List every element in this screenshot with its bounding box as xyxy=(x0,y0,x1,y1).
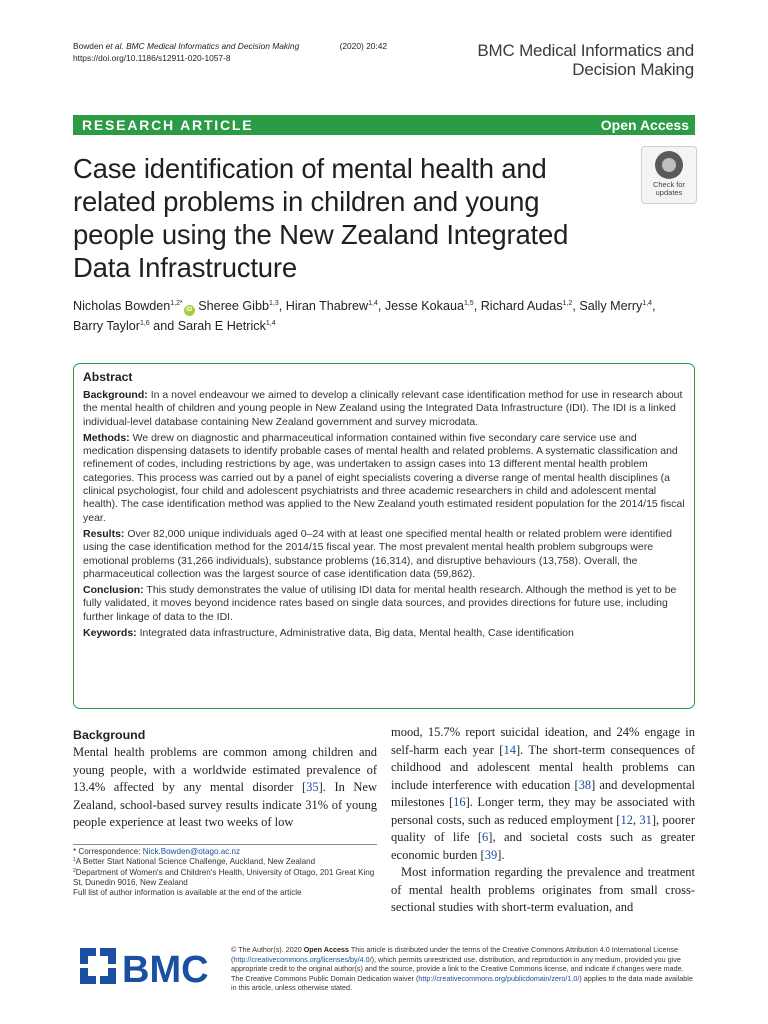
affiliation-text: A Better Start National Science Challenge, Auckland, New Zealand xyxy=(75,857,316,867)
author-name[interactable]: Jesse Kokaua xyxy=(384,299,464,313)
body-text-fragment: ], poorer quality of life [ xyxy=(391,812,695,844)
reference-link[interactable]: 35 xyxy=(306,780,319,794)
abstract-box xyxy=(73,363,695,709)
reference-link[interactable]: 12 xyxy=(620,812,633,827)
abstract-keywords-label: Keywords: xyxy=(83,627,137,640)
article-type: RESEARCH ARTICLE xyxy=(82,117,254,133)
affiliation-1 xyxy=(73,857,377,867)
bmc-logo-mark-icon xyxy=(80,948,116,984)
reference-link[interactable]: 16 xyxy=(453,795,466,809)
body-column-right xyxy=(391,724,695,917)
cc-zero-license-link[interactable]: http://creativecommons.org/publicdomain/zero/1.0/ xyxy=(418,973,580,983)
body-paragraph-2 xyxy=(391,864,695,917)
body-text-fragment: Most information regarding the prevalence and treatment of mental health problems originates from small cross-sectional studies with short-term evaluation, and xyxy=(391,865,695,914)
author-affiliation: 1,6 xyxy=(139,320,150,327)
body-column-left xyxy=(73,727,377,832)
reference-link[interactable]: 38 xyxy=(578,777,592,792)
reference-link[interactable]: 31 xyxy=(639,812,652,827)
citation-header xyxy=(73,40,387,64)
article-type-banner xyxy=(73,115,695,135)
author-name[interactable]: Sheree Gibb xyxy=(198,299,269,313)
body-text-fragment: ]. xyxy=(497,847,505,862)
abstract-background-text: In a novel endeavour we aimed to develop a clinically relevant case identification method for use in research about the mental health of children and young people in New Zealand using the Integrated Data Infrastructure (IDI). The IDI is a linked individual-level database containing New Zealand government and survey microdata. xyxy=(83,389,683,428)
reference-link[interactable]: 14 xyxy=(503,742,516,757)
author-affiliation: 1,3 xyxy=(269,300,279,307)
orcid-icon[interactable]: iD xyxy=(184,305,195,316)
footnotes xyxy=(73,844,377,898)
author-affiliation: 1,5 xyxy=(463,300,474,307)
author-name[interactable]: Nicholas Bowden xyxy=(73,299,171,313)
crossmark-icon xyxy=(655,151,683,179)
author-affiliation: 1,2 xyxy=(562,300,573,307)
open-access-label: Open Access xyxy=(600,117,689,133)
journal-name-line-1: BMC Medical Informatics and xyxy=(477,41,694,60)
correspondence-label: * Correspondence: xyxy=(73,847,143,856)
abstract-keywords-text: Integrated data infrastructure, Administrative data, Big data, Mental health, Case identification xyxy=(139,627,574,640)
abstract-background-label: Background: xyxy=(83,389,148,401)
cc-by-license-link[interactable]: http://creativecommons.org/licenses/by/4.0/ xyxy=(233,954,372,964)
body-text-fragment: , xyxy=(632,812,640,827)
check-updates-line-1: Check for xyxy=(652,180,686,189)
bmc-logo xyxy=(78,944,222,988)
citation-authors: Bowden xyxy=(73,41,104,51)
reference-link[interactable]: 39 xyxy=(484,847,498,862)
body-paragraph-1 xyxy=(73,744,377,832)
check-for-updates-label xyxy=(642,181,696,197)
body-text-fragment: Mental health problems are common among children and young people, with a worldwide estimated prevalence of 13.4% affected by any mental disorder [ xyxy=(73,745,377,794)
author-affiliation: 1,4 xyxy=(368,300,378,307)
journal-name xyxy=(477,41,694,79)
doi-link[interactable]: https://doi.org/10.1186/s12911-020-1057-8 xyxy=(73,53,231,63)
license-text: ), which permits unrestricted use, distribution, and reproduction in any medium, provided you give appropriate credit to the original author(s) and the source, provide a link to the Creative Commons license, and indicate if changes were made. The Creative Commons Public Domain Dedication waiver ( xyxy=(231,954,684,983)
citation-year: (2020) 20:42 xyxy=(339,41,388,51)
bmc-logo-text: BMC xyxy=(122,949,209,988)
abstract-results xyxy=(83,528,685,581)
author-affiliation: 1,4 xyxy=(265,320,276,327)
author-name[interactable]: Sally Merry xyxy=(579,299,643,313)
affiliation-number: 2 xyxy=(73,867,76,874)
author-name[interactable]: Richard Audas xyxy=(480,299,563,313)
affiliation-text: Department of Women's and Children's Health, University of Otago, 201 Great King St, Dunedin 9016, New Zealand xyxy=(73,867,375,887)
author-affiliation: 1,2* xyxy=(170,300,183,307)
body-text-fragment: ]. In New Zealand, school-based survey results indicate 31% of young people experience at least two weeks of low xyxy=(73,780,377,829)
body-text-fragment: ]. Longer term, they may be associated with personal costs, such as reduced employment [ xyxy=(391,795,695,827)
author-name[interactable]: Barry Taylor xyxy=(73,319,140,333)
section-heading-background: Background xyxy=(73,728,146,742)
license-text: This article is distributed under the terms of the Creative Commons Attribution 4.0 International License ( xyxy=(231,945,679,964)
author-name[interactable]: Hiran Thabrew xyxy=(285,299,369,313)
journal-name-line-2: Decision Making xyxy=(572,60,694,79)
abstract-results-label: Results: xyxy=(83,527,125,540)
body-text-fragment: mood, 15.7% report suicidal ideation, and 24% engage in self-harm each year [ xyxy=(391,725,695,757)
affiliation-2 xyxy=(73,868,377,889)
license-text: © The Author(s). 2020 xyxy=(231,945,304,954)
reference-link[interactable]: 6 xyxy=(482,830,489,844)
author-info-note: Full list of author information is available at the end of the article xyxy=(73,888,302,898)
license-text: ) applies to the data made available in this article, unless otherwise stated. xyxy=(231,973,693,993)
license-open-access: Open Access xyxy=(303,945,349,954)
abstract-results-text: Over 82,000 unique individuals aged 0–24 with at least one specified mental health or related problem were identified using the case identification method for the 2014/15 fiscal year. The most prevalent mental health problem subgroups were emotional problems (31,266 individuals), substance problems (16,314), and disruptive behaviours (13,758). Overall, the pharmaceutical collection was the largest source of case identification data (59,862). xyxy=(83,527,672,580)
abstract-background xyxy=(83,389,685,429)
citation-journal: et al. BMC Medical Informatics and Decision Making xyxy=(105,41,300,51)
license-statement xyxy=(231,945,695,993)
author-name[interactable]: Sarah E Hetrick xyxy=(177,319,266,333)
abstract-keywords xyxy=(83,627,685,640)
abstract-conclusion xyxy=(83,584,685,624)
abstract-methods-label: Methods: xyxy=(83,431,130,444)
abstract-conclusion-text: This study demonstrates the value of utilising IDI data for mental health research. Although the method is yet to be fully validated, it moves beyond incidence rates based on single data sources, and provides directions for future use, including further linkage of data to the IDI. xyxy=(83,584,677,623)
abstract-conclusion-label: Conclusion: xyxy=(83,584,144,597)
abstract-methods xyxy=(83,432,685,525)
body-text-fragment: ], and societal costs such as greater economic burden [ xyxy=(391,830,696,862)
body-text-fragment: ] and developmental milestones [ xyxy=(391,777,695,809)
author-list: Nicholas Bowden$^{1,2*}$iD Sheree Gibb$^{1,3}$, Hiran Thabrew$^{1,4}$, Jesse Kokaua$^{1,5}$, Richard Audas$^{1,2}$, Sally Merry$^{1,4}$, Barry Taylor$^{1,6}$ and Sarah E Hetrick$^{1,4}$ xyxy=(73,299,656,333)
body-text-fragment: ]. The short-term consequences of childhood and adolescent mental health problems can include interference with education [ xyxy=(391,742,695,792)
correspondence-email-link[interactable]: Nick.Bowden@otago.ac.nz xyxy=(142,847,241,856)
abstract-heading: Abstract xyxy=(83,370,133,384)
check-updates-line-2: updates xyxy=(655,188,683,197)
check-for-updates-button[interactable] xyxy=(641,146,697,204)
body-paragraph-1-cont xyxy=(391,724,695,864)
abstract-methods-text: We drew on diagnostic and pharmaceutical information contained within five secondary care service use and medication dispensing datasets to identify probable cases of mental health and related problems. A systematic classification and refinement of codes, including restrictions by age, was undertaken to assign cases into 13 different mental health problem categories. This process was carried out by a panel of eight specialists covering a diverse range of mental health disciplines (a clinical psychologist, four child and adolescent psychiatrists and three academic researchers in child and adolescent mental health). The case identification method was applied to the New Zealand youth estimated resident population for the 2014/15 fiscal year. xyxy=(83,431,685,524)
article-title: Case identification of mental health and related problems in children and young people using the New Zealand Integrated Data Infrastructure xyxy=(73,153,569,283)
author-affiliation: 1,4 xyxy=(642,300,653,307)
affiliation-number: 1 xyxy=(73,857,76,864)
correspondence-note xyxy=(73,847,377,857)
